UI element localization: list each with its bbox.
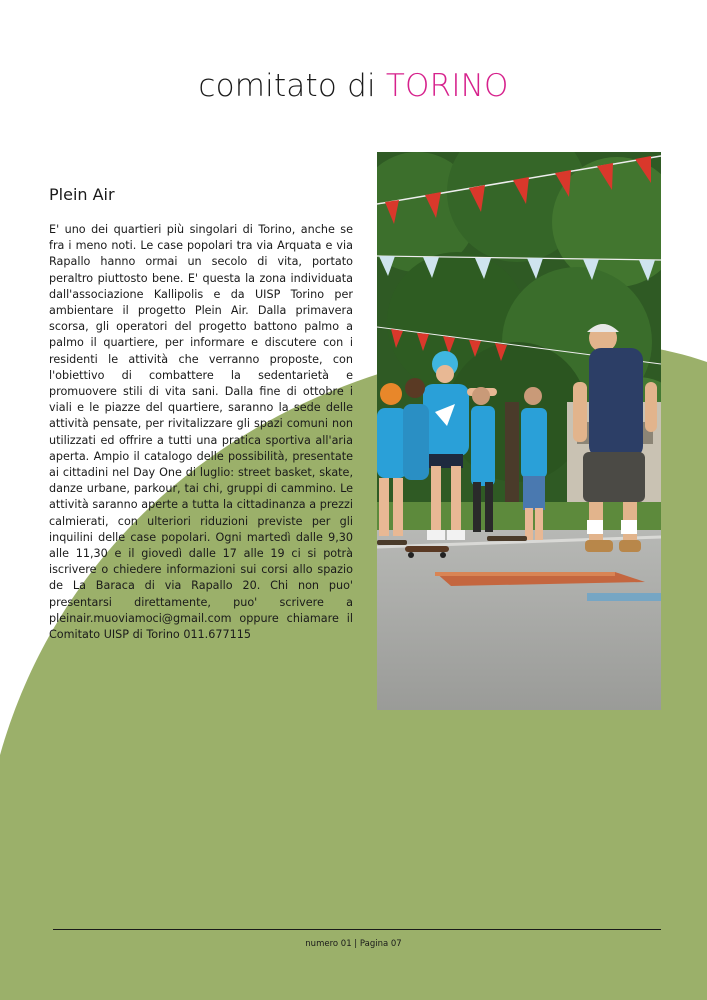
title-accent: TORINO (385, 68, 509, 104)
skate-activity-photo (377, 152, 661, 710)
page-footer: numero 01 | Pagina 07 (305, 939, 402, 949)
article-heading: Plein Air (49, 185, 115, 204)
article-body: E' uno dei quartieri più singolari di Torino, anche se fra i meno noti. Le case popolari tra via Arquata e via Rapallo hanno ormai un secolo di vita, portato peraltro piuttosto bene. E' questa la zona individuata dall'associazione Kallipolis e da UISP Torino per ambientare il progetto Plein Air. Dalla primavera scorsa, gli operatori del progetto battono palmo a palmo il quartiere, per informare e discutere con i residenti le attività che verranno proposte, con l'obiettivo di combattere la sedentarietà e promuovere stili di vita sani. Dalla fine di ottobre i viali e le piazze del quartiere, saranno la sede delle attività pensate, per rivitalizzare gli spazi comuni non utilizzati ed offrire a tutti una pratica sportiva all'aria aperta. Ampio il catalogo delle possibilità, presentate ai cittadini nel Day One di luglio: street basket, skate, danze urbane, parkour, tai chi, gruppi di cammino. Le attività saranno aperte a tutta la cittadinanza a prezzi calmierati, con ulteriori riduzioni previste per gli inquilini delle case popolari. Ogni martedì dalle 9,30 alle 11,30 e il giovedì dalle 17 alle 19 ci si potrà iscrivere o chiedere informazioni sui corsi allo spazio de La Baraca di via Rapallo 20. Chi non puo' presentarsi direttamente, puo' scrivere a pleinair.muoviamoci@gmail.com oppure chiamare il Comitato UISP di Torino 011.677115 (49, 223, 353, 642)
title-prefix: comitato di (198, 68, 376, 104)
page-title (0, 68, 707, 104)
footer-divider (53, 929, 661, 930)
